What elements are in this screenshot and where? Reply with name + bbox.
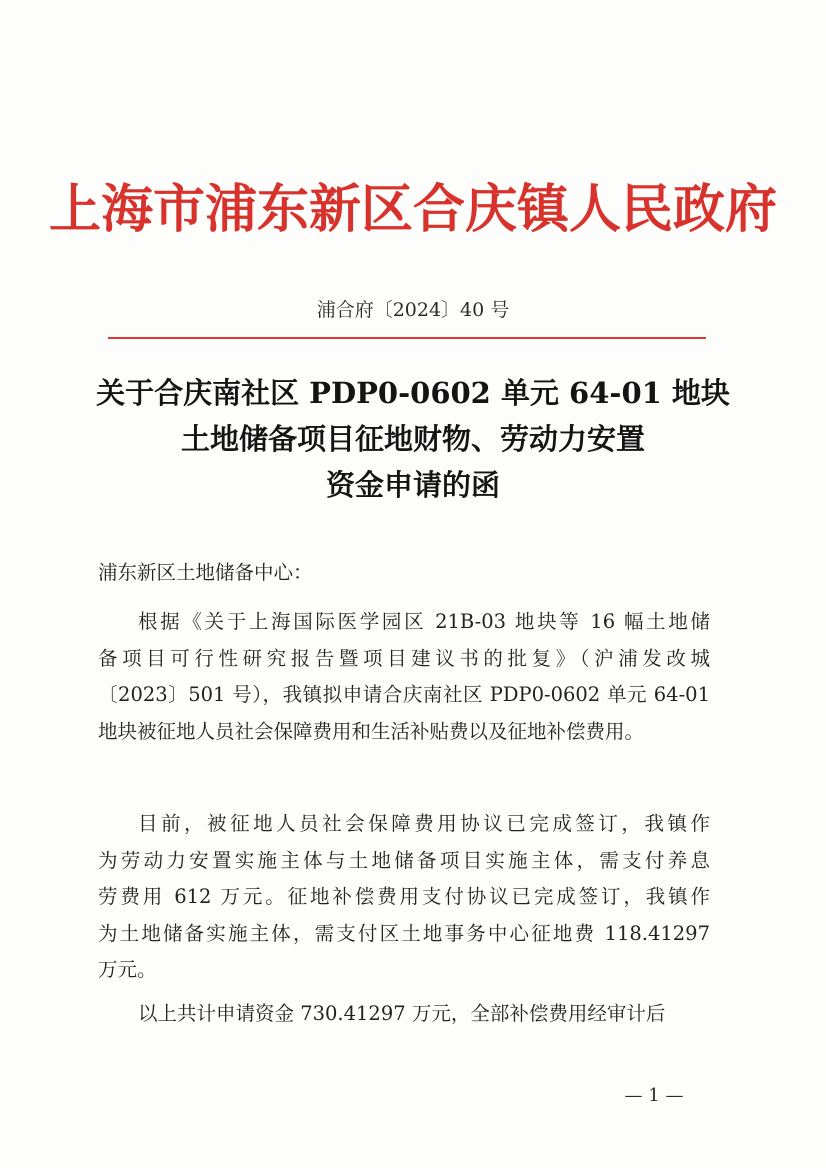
body-paragraph-2 [98,806,710,989]
issuing-authority-header: 上海市浦东新区合庆镇人民政府 [48,179,777,240]
paragraph-line: 劳费用 612 万元。征地补偿费用支付协议已完成签订，我镇作 [98,885,710,908]
paragraph-line: 为劳动力安置实施主体与土地储备项目实施主体，需支付养息 [98,848,710,872]
document-title [0,370,826,508]
paragraph-line: 备项目可行性研究报告暨项目建议书的批复》（沪浦发改城 [98,646,710,670]
recipient-salutation: 浦东新区土地储备中心： [98,561,313,584]
paragraph-line: 为土地储备实施主体，需支付区土地事务中心征地费 118.41297 [98,921,710,945]
paragraph-line: 〔2023〕501 号），我镇拟申请合庆南社区 PDP0-0602 单元 64-01 [98,683,710,706]
page-number: — 1 — [624,1085,684,1106]
body-paragraph-3 [98,996,710,1033]
paragraph-line: 地块被征地人员社会保障费用和生活补贴费以及征地补偿费用。 [98,719,645,743]
paragraph-line: 目前，被征地人员社会保障费用协议已完成签订，我镇作 [138,812,710,835]
title-line-1: 关于合庆南社区 PDP0-0602 单元 64-01 地块 [96,376,730,410]
document-number: 浦合府〔2024〕40 号 [316,299,510,321]
title-line-2: 土地储备项目征地财物、劳动力安置 [180,422,645,456]
paragraph-line: 万元。 [98,958,157,981]
paragraph-line: 根据《关于上海国际医学园区 21B-03 地块等 16 幅土地储 [138,610,710,633]
title-line-3: 资金申请的函 [325,468,500,502]
red-separator-line [108,337,706,339]
body-paragraph-1 [98,604,710,750]
paragraph-line: 以上共计申请资金 730.41297 万元，全部补偿费用经审计后 [138,1002,666,1025]
